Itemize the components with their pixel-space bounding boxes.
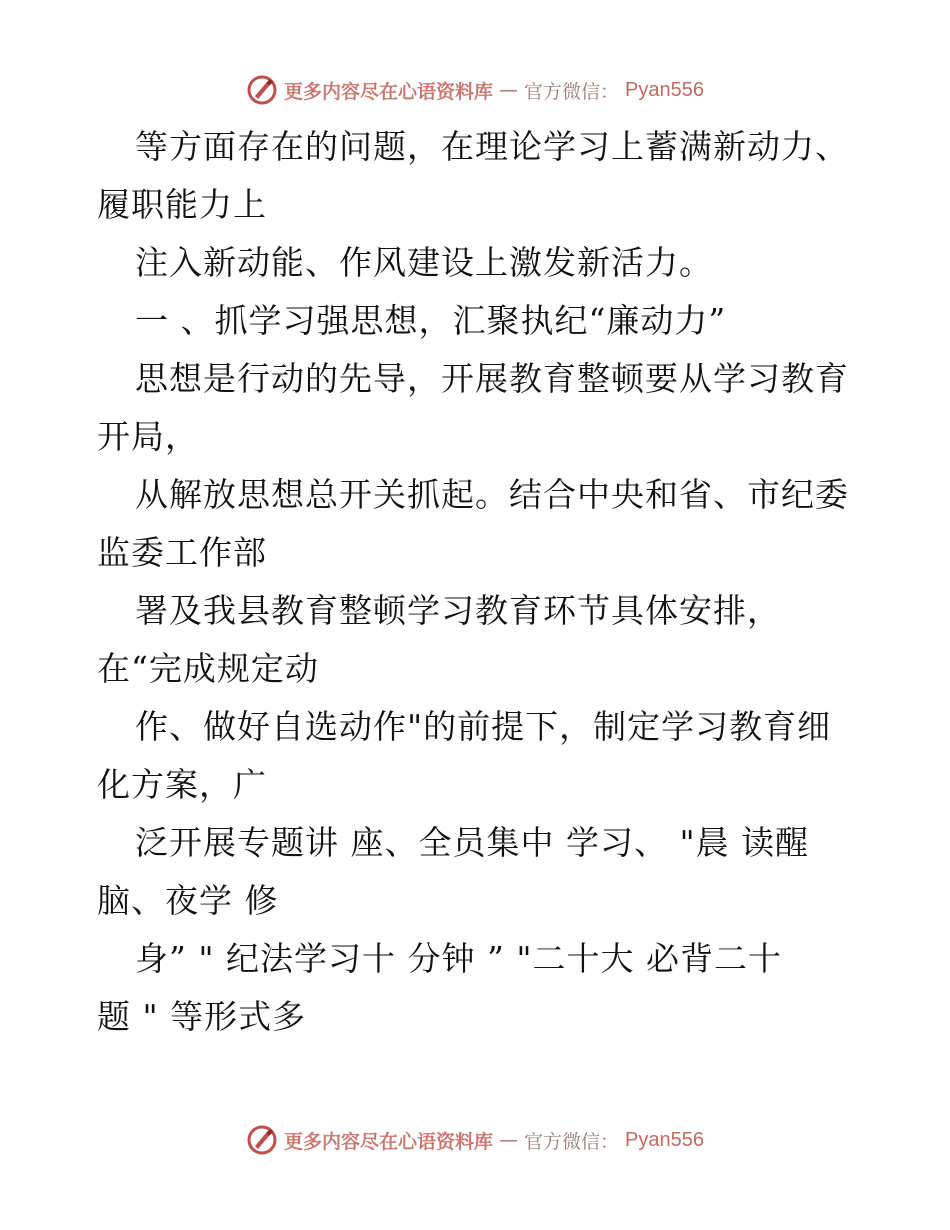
header-watermark: [0, 70, 950, 110]
watermark-wechat-label: 官方微信：: [524, 80, 620, 103]
text-line: 履职能力上: [97, 185, 267, 224]
brush-logo-icon: [246, 74, 278, 106]
text-line: 一 、抓学习强思想，汇聚执纪“廉动力”: [135, 301, 727, 340]
text-line: 开局，: [97, 417, 199, 456]
watermark-wechat-label: 官方微信：: [524, 1130, 620, 1153]
footer-watermark: [0, 1120, 950, 1160]
text-line: 等方面存在的问题，在理论学习上蓄满新动力、: [135, 127, 849, 166]
watermark-wechat-id: Pyan556: [625, 1128, 704, 1151]
watermark-wechat-id: Pyan556: [625, 78, 704, 101]
text-line: 署及我县教育整顿学习教育环节具体安排，: [135, 591, 781, 630]
text-line: 从解放思想总开关抓起。结合中央和省、市纪委: [135, 475, 849, 514]
watermark-dash: —: [499, 1129, 519, 1151]
brush-logo-icon: [246, 1124, 278, 1156]
text-line: 作、做好自选动作"的前提下，制定学习教育细: [135, 707, 832, 746]
text-line: 注入新动能、作风建设上激发新活力。: [135, 243, 713, 282]
watermark-site-name: 更多内容尽在心语资料库: [284, 80, 494, 103]
watermark-site-name: 更多内容尽在心语资料库: [284, 1130, 494, 1153]
text-line: 化方案，广: [97, 765, 267, 804]
document-body: [97, 118, 857, 1046]
watermark-dash: —: [499, 79, 519, 101]
text-line: 思想是行动的先导，开展教育整顿要从学习教育: [135, 359, 849, 398]
text-line: 在“完成规定动: [97, 649, 319, 688]
text-line: 监委工作部: [97, 533, 267, 572]
text-line: 题 " 等形式多: [97, 997, 307, 1036]
text-line: 脑、夜学 修: [97, 881, 279, 920]
text-line: 泛开展专题讲 座、全员集中 学习、 "晨 读醒: [135, 823, 810, 862]
text-line: 身” " 纪法学习十 分钟 ” "二十大 必背二十: [135, 939, 783, 978]
